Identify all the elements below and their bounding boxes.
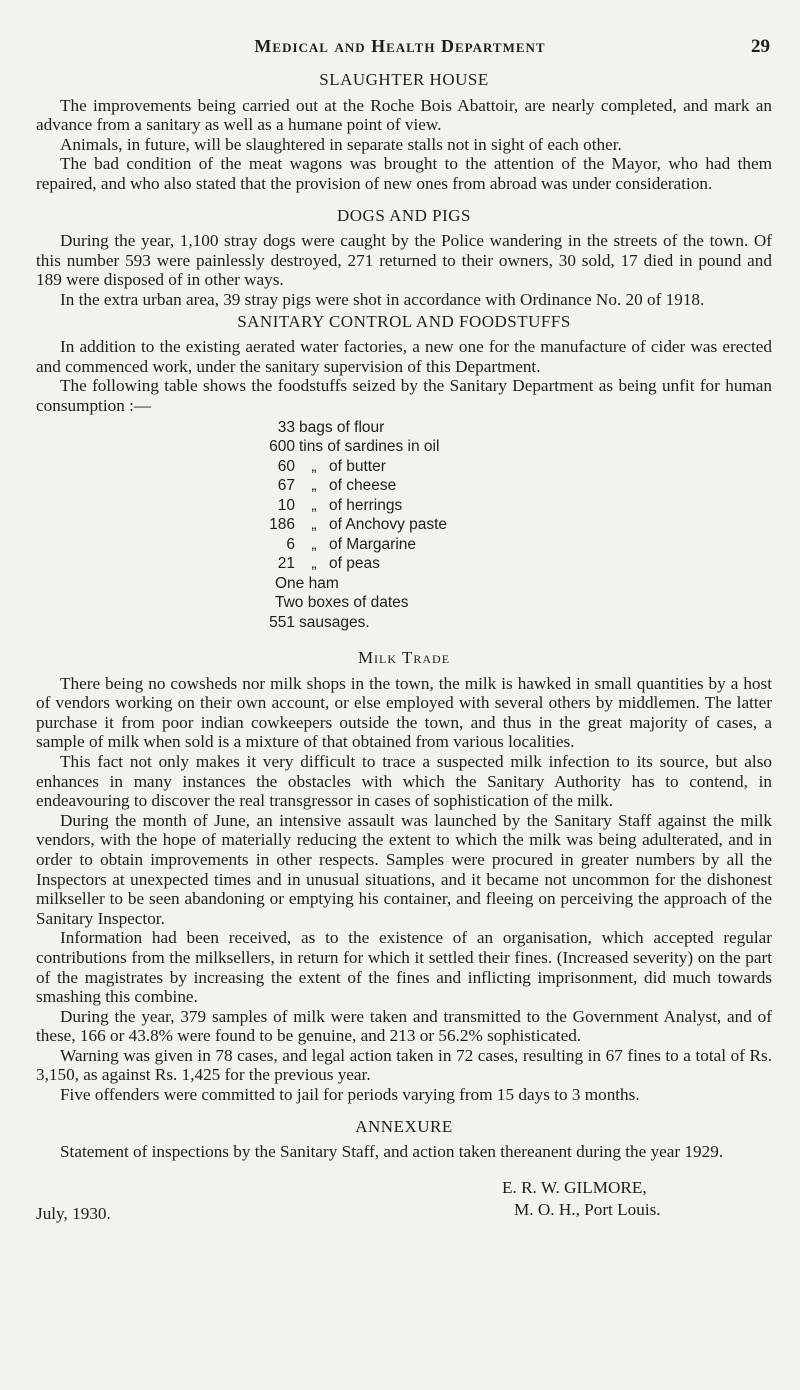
signature-block: [36, 1170, 772, 1234]
paragraph: The following table shows the foodstuffs seized by the Sanitary Department as being unfit for human consumption :—: [36, 376, 772, 415]
running-head: Medical and Health Department: [254, 36, 546, 56]
paragraph: There being no cowsheds nor milk shops in the town, the milk is hawked in small quantities by a host of vendors working on their own account, or else employed with several others by middlemen. The latter purchase it from poor indian cowkeepers outside the town, and thus in the great majority of cases, a sample of milk when sold is a mixture of that obtained from various localities.: [36, 673, 772, 752]
paragraph: In the extra urban area, 39 stray pigs were shot in accordance with Ordinance No. 20 of 1918.: [60, 289, 705, 309]
paragraph: Animals, in future, will be slaughtered in separate stalls not in sight of each other.: [60, 134, 622, 154]
section-heading-dogs-pigs: DOGS AND PIGS: [336, 205, 472, 225]
section-heading-slaughter-house: SLAUGHTER HOUSE: [319, 70, 489, 89]
list-item: 6 „ of Margarine: [286, 535, 417, 553]
signature-title: M. O. H., Port Louis.: [514, 1199, 661, 1219]
paragraph: During the year, 379 samples of milk were taken and transmitted to the Government Analyst, and of these, 166 or 43.8% were found to be genuine, and 213 or 56.2% sophisticated.: [36, 1006, 772, 1046]
list-item: 67 „ of cheese: [277, 477, 397, 494]
paragraph: The improvements being carried out at the Roche Bois Abattoir, are nearly completed, and mark an advance from a sanitary as well as a humane point of view.: [36, 95, 772, 135]
paragraph: Information had been received, as to the existence of an organisation, which accepted regular contributions from the milksellers, in return for which it settled their fines. (Increased severity) on the part of the magistrates by increasing the extent of the fines and inflicting imprisonment, did much towards smashing this combine.: [36, 928, 772, 1007]
section-heading-milk-trade: Milk Trade: [357, 648, 451, 667]
list-item: One ham: [275, 574, 339, 592]
page-number: 29: [751, 36, 770, 57]
signature-date: July, 1930.: [36, 1203, 111, 1223]
paragraph: The bad condition of the meat wagons was brought to the attention of the Mayor, who had them repaired, and who also stated that the provision of new ones from abroad was under consideration.: [36, 154, 772, 193]
paragraph: Statement of inspections by the Sanitary Staff, and action taken thereanent during the year 1929.: [60, 1142, 724, 1162]
list-item: Two boxes of dates: [275, 594, 409, 611]
list-item: 10 „ of herrings: [277, 496, 403, 514]
paragraph: Five offenders were committed to jail for periods varying from 15 days to 3 months.: [60, 1085, 640, 1105]
section-heading-annexure: ANNEXURE: [355, 1116, 453, 1136]
list-item: 600 tins of sardines in oil: [269, 438, 440, 455]
list-item: 551 sausages.: [269, 613, 370, 631]
paragraph: Warning was given in 78 cases, and legal action taken in 72 cases, resulting in 67 fines to a total of Rs. 3,150, as against Rs. 1,425 for the previous year.: [36, 1045, 772, 1085]
section-heading-sanitary-control: SANITARY CONTROL AND FOODSTUFFS: [237, 311, 571, 331]
paragraph: In addition to the existing aerated water factories, a new one for the manufacture of cider was erected and commenced work, under the sanitary supervision of this Department.: [36, 337, 772, 376]
paragraph: During the month of June, an intensive assault was launched by the Sanitary Staff against the milk vendors, with the hope of materially reducing the extent to which the milk was being adulterated, and in order to obtain improvements in other respects. Samples were procured in greater numbers by all the Inspectors at unexpected times and in unusual situations, and it became not uncommon for the dishonest milkseller to be seen abandoning or emptying his container, and fleeing on perceiving the approach of the Sanitary Inspector.: [36, 810, 772, 928]
list-item: 33 bags of flour: [277, 418, 385, 436]
paragraph: During the year, 1,100 stray dogs were caught by the Police wandering in the streets of the town. Of this number 593 were painlessly destroyed, 271 returned to their owners, 30 sold, 17 died in pound and 189 were disposed of in other ways.: [36, 231, 772, 290]
list-item: 60 „ of butter: [277, 457, 386, 475]
paragraph: This fact not only makes it very difficult to trace a suspected milk infection to its source, but also enhances in many instances the obstacles with which the Sanitary Authority has to contend, in endeavouring to discover the real transgressor in cases of sophistication of the milk.: [36, 751, 772, 811]
list-item: 21 „ of peas: [277, 555, 380, 572]
page-content: [36, 68, 772, 1234]
signature-name: E. R. W. GILMORE,: [502, 1177, 647, 1197]
list-item: 186 „ of Anchovy paste: [269, 516, 448, 533]
foodstuffs-list: [255, 418, 772, 633]
